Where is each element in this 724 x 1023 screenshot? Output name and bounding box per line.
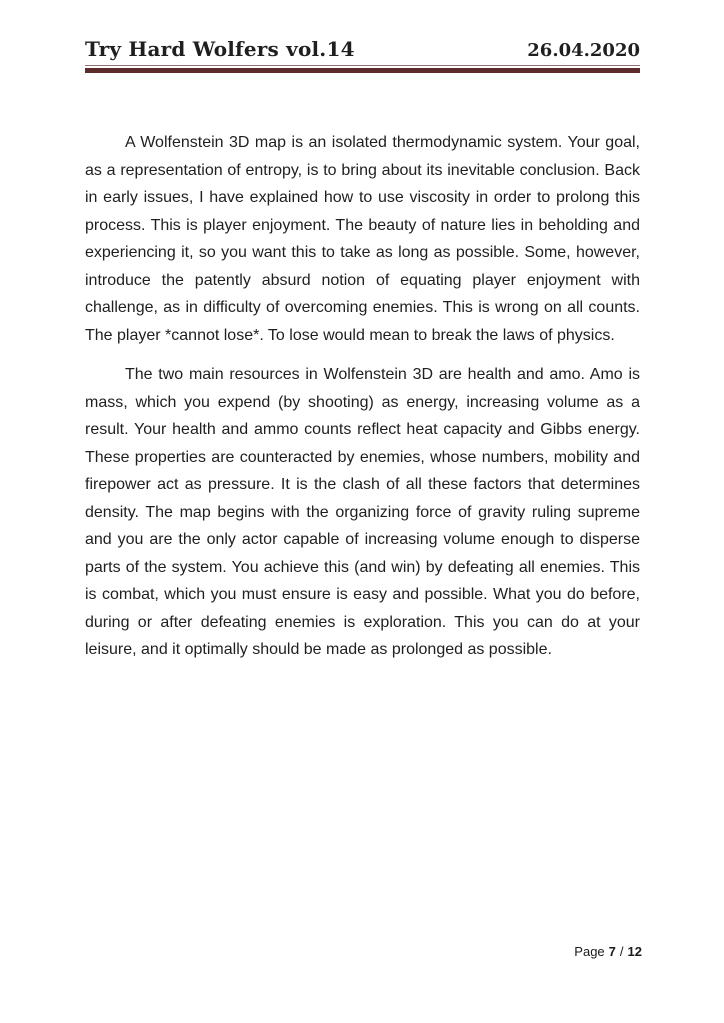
page-header bbox=[85, 38, 640, 62]
header-rule-divider bbox=[85, 65, 640, 73]
page-number-current: 7 bbox=[608, 944, 616, 959]
page-separator: / bbox=[619, 944, 624, 959]
header-rule-thick-line bbox=[85, 68, 640, 73]
page-number-total: 12 bbox=[627, 944, 642, 959]
page-footer bbox=[574, 944, 642, 960]
page-label: Page bbox=[574, 944, 605, 959]
issue-date: 26.04.2020 bbox=[527, 40, 640, 61]
body-paragraph: A Wolfenstein 3D map is an isolated thermodynamic system. Your goal, as a representation of entropy, is to bring about its inevitable conclusion. Back in early issues, I have explained how to use viscosity in order to prolong this process. This is player enjoyment. The beauty of nature lies in beholding and experiencing it, so you want this to take as long as possible. Some, however, introduce the patently absurd notion of equating player enjoyment with challenge, as in difficulty of overcoming enemies. This is wrong on all counts. The player *cannot lose*. To lose would mean to break the laws of physics. bbox=[85, 134, 640, 344]
document-body bbox=[85, 129, 640, 664]
newsletter-title: Try Hard Wolfers vol.14 bbox=[85, 37, 355, 61]
body-paragraph: The two main resources in Wolfenstein 3D are health and amo. Amo is mass, which you expend (by shooting) as energy, increasing volume as a result. Your health and ammo counts reflect heat capacity and Gibbs energy. These properties are counteracted by enemies, whose numbers, mobility and firepower act as pressure. It is the clash of all these factors that determines density. The map begins with the organizing force of gravity ruling supreme and you are the only actor capable of increasing volume enough to disperse parts of the system. You achieve this (and win) by defeating all enemies. This is combat, which you must ensure is easy and possible. What you do before, during or after defeating enemies is exploration. This you can do at your leisure, and it optimally should be made as prolonged as possible. bbox=[85, 366, 640, 658]
